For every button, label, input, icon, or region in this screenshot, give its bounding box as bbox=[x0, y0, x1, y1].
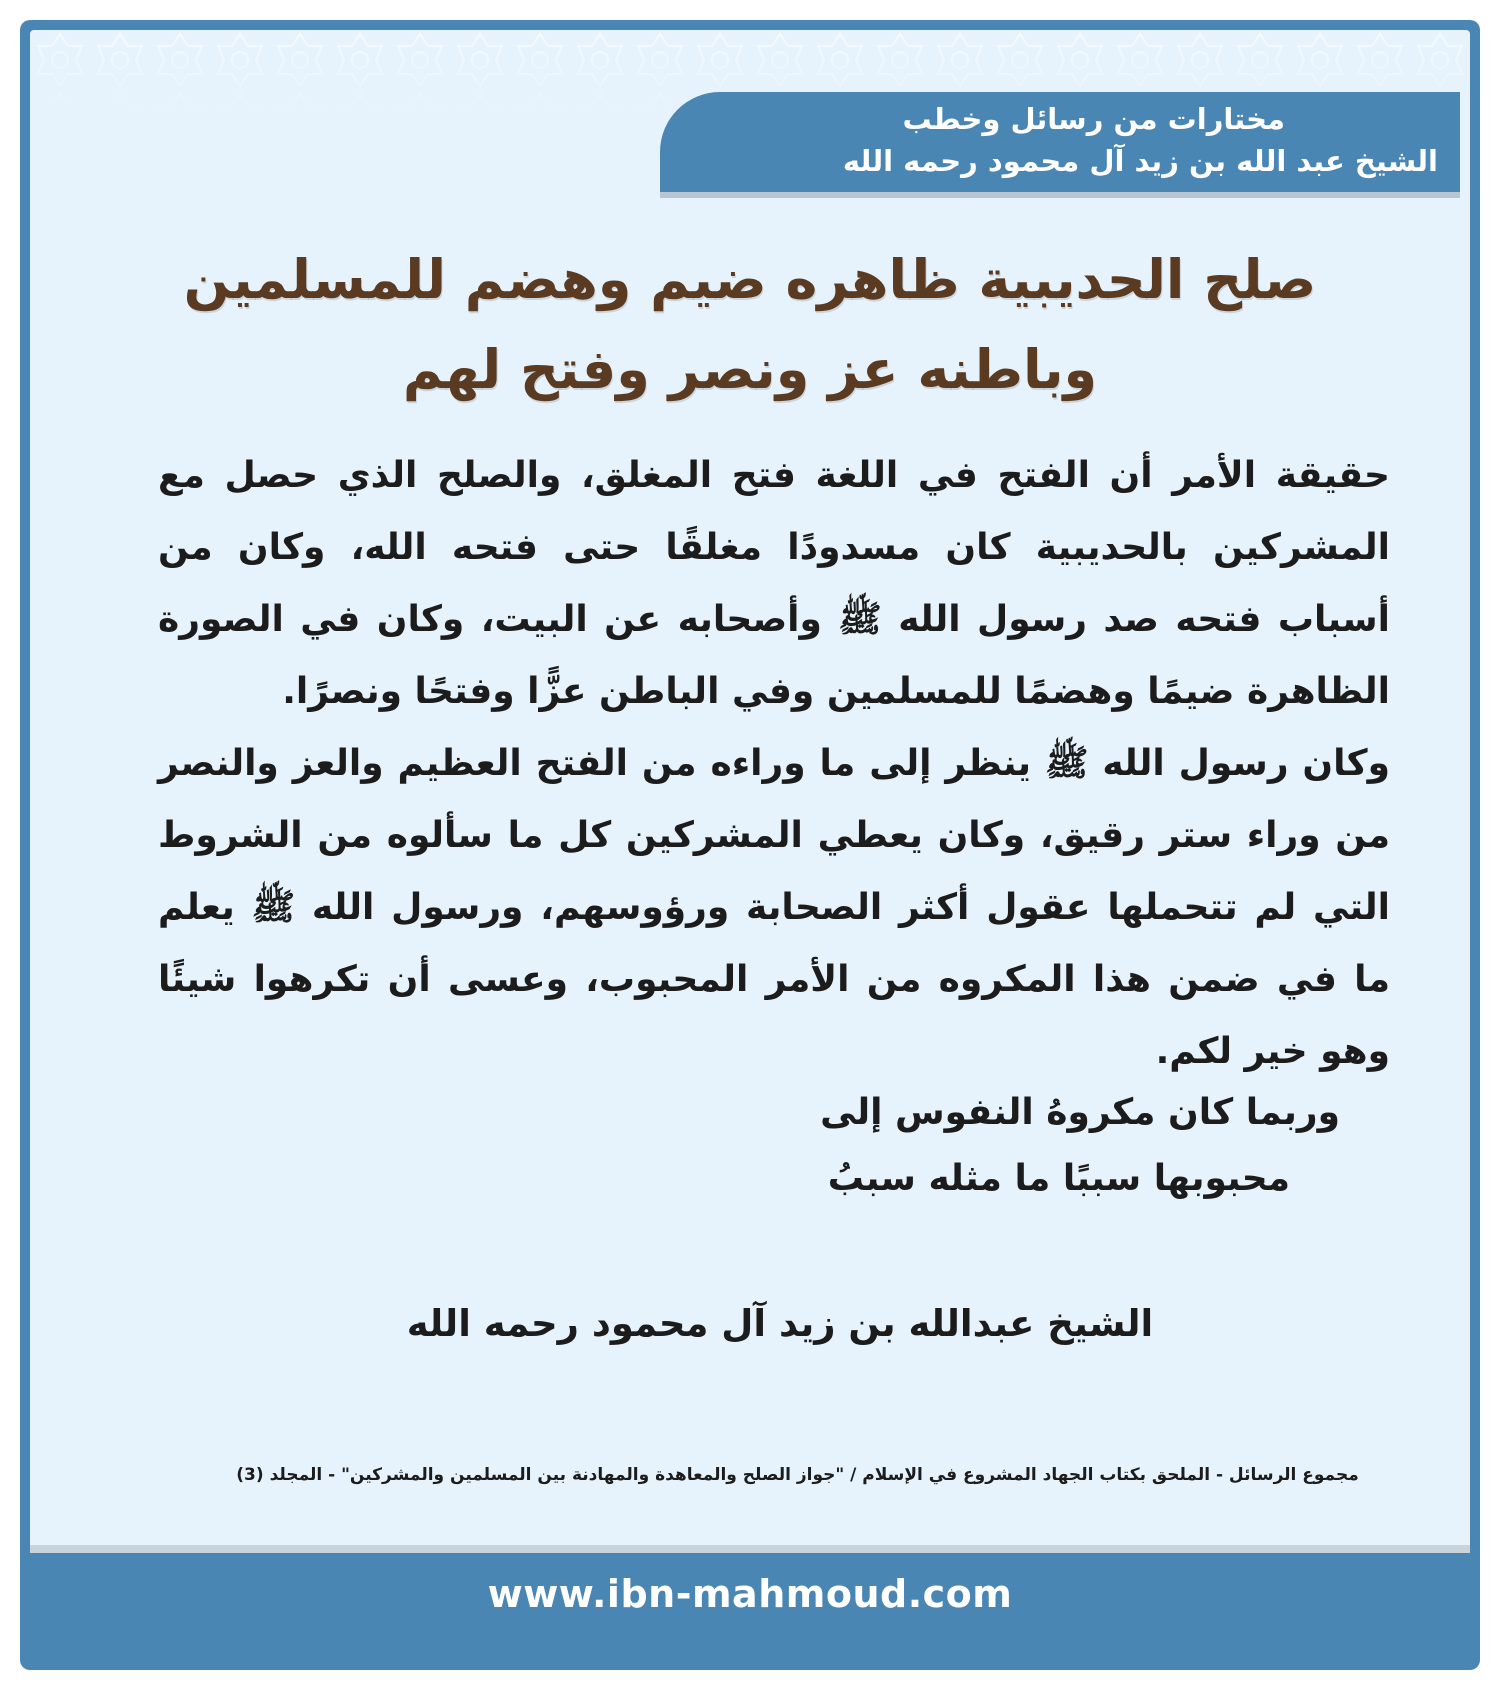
content-panel bbox=[30, 30, 1470, 1545]
panel-divider bbox=[30, 1545, 1470, 1553]
page-title-line-1: صلح الحديبية ظاهره ضيم وهضم للمسلمين bbox=[183, 248, 1317, 311]
page-frame bbox=[20, 20, 1480, 1670]
article-body bbox=[158, 440, 1390, 1088]
poetry-verse-line-2: محبوبها سببًا ما مثله سببُ bbox=[827, 1158, 1290, 1199]
author-name: الشيخ عبد الله بن زيد آل محمود رحمه الله bbox=[842, 144, 1438, 178]
paragraph-1: حقيقة الأمر أن الفتح في اللغة فتح المغلق، والصلح الذي حصل مع المشركين بالحديبية كان مسدودًا مغلقًا حتى فتحه الله، وكان من أسباب فتحه صد رسول الله ﷺ وأصحابه عن البيت، وكان في الصورة الظاهرة ضيمًا وهضمًا للمسلمين وفي الباطن عزًّا وفتحًا ونصرًا. bbox=[158, 455, 1390, 712]
author-signature: الشيخ عبدالله بن زيد آل محمود رحمه الله bbox=[406, 1302, 1154, 1345]
poetry-verse-line-1: وربما كان مكروهُ النفوس إلى bbox=[820, 1092, 1340, 1133]
website-link[interactable]: www.ibn-mahmoud.com bbox=[487, 1572, 1013, 1616]
paragraph-2: وكان رسول الله ﷺ ينظر إلى ما وراءه من الفتح العظيم والعز والنصر من وراء ستر رقيق، وكان يعطي المشركين كل ما سألوه من الشروط التي لم تتحملها عقول أكثر الصحابة ورؤوسهم، ورسول الله ﷺ يعلم ما في ضمن هذا المكروه من الأمر المحبوب، وعسى أن تكرهوا شيئًا وهو خير لكم. bbox=[158, 743, 1390, 1072]
source-citation: مجموع الرسائل - الملحق بكتاب الجهاد المشروع في الإسلام / "جواز الصلح والمعاهدة والمهادنة بين المسلمين والمشركين" - المجلد (3) bbox=[236, 1465, 1359, 1485]
series-title: مختارات من رسائل وخطب bbox=[902, 102, 1285, 136]
page-title-line-2: وباطنه عز ونصر وفتح لهم bbox=[402, 338, 1098, 401]
header-banner bbox=[660, 92, 1460, 198]
